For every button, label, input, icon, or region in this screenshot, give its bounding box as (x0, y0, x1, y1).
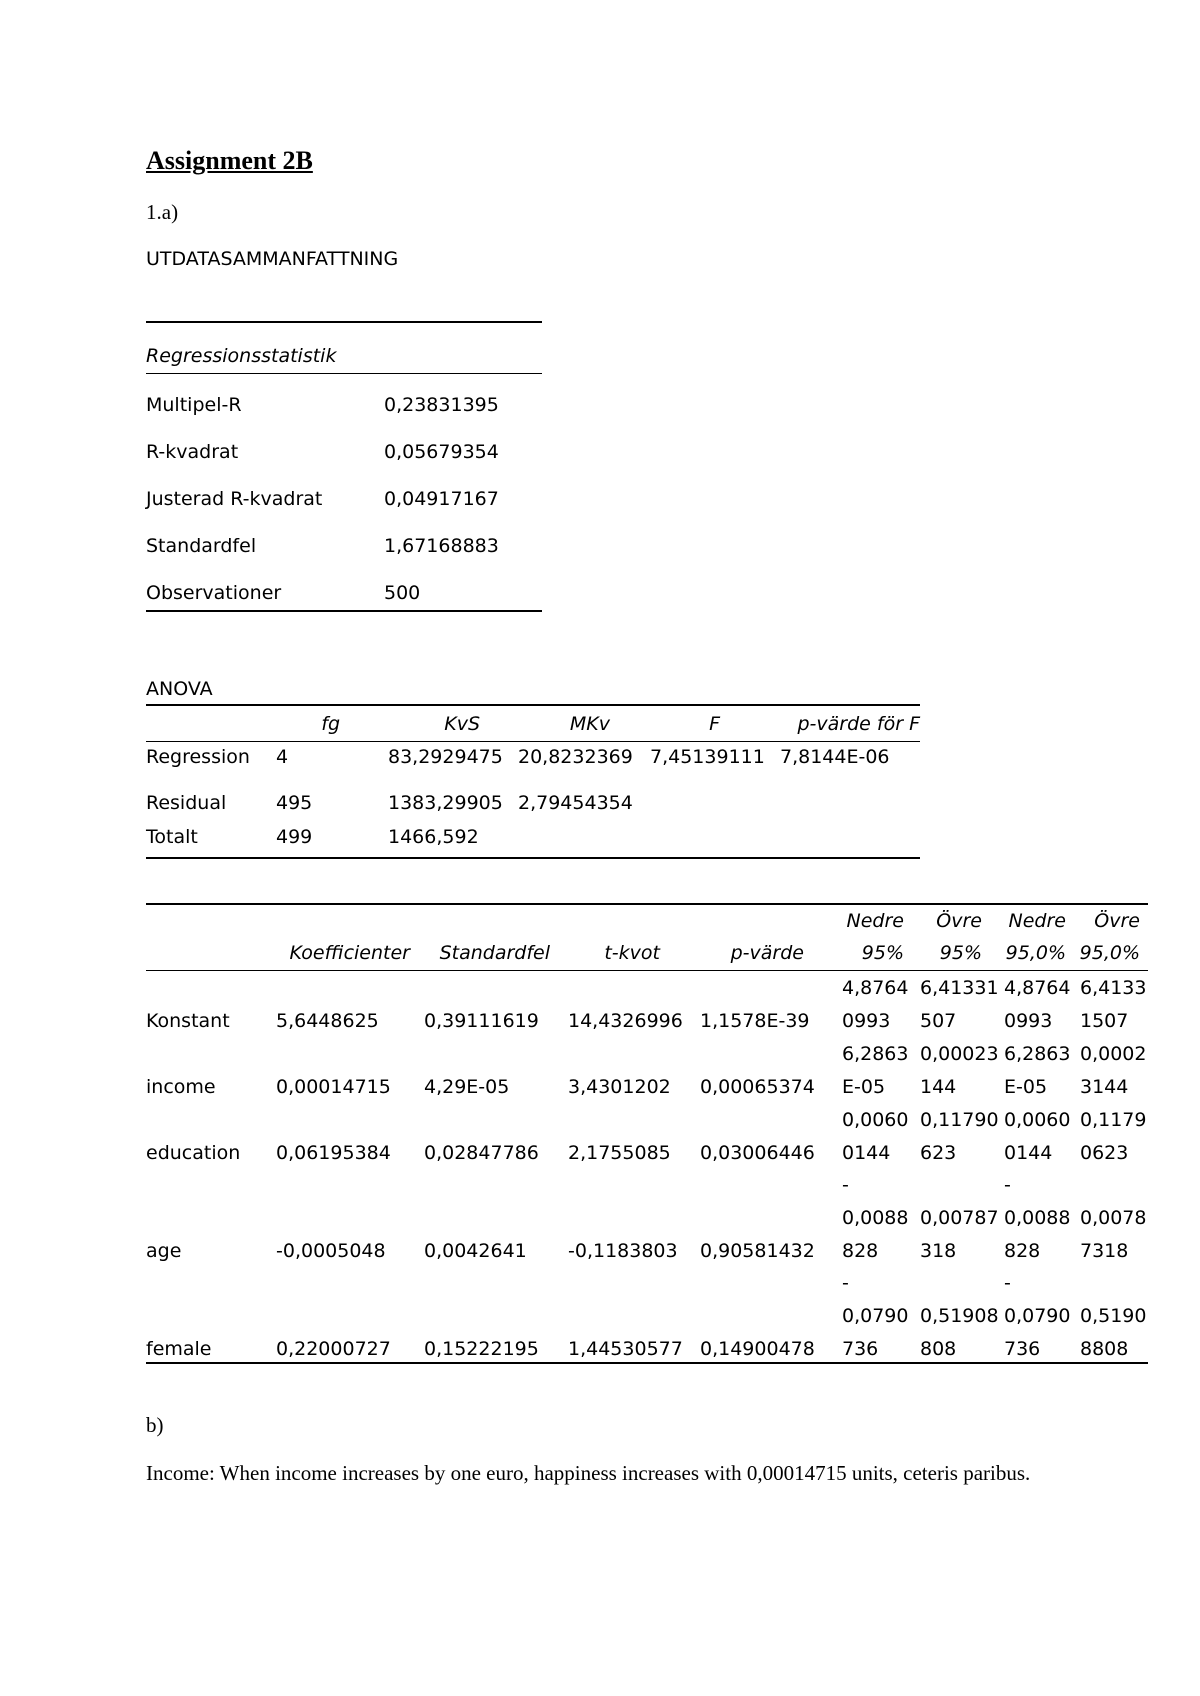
coef-interval-fragment: - (842, 1272, 849, 1294)
coef-header: 95,0% (1079, 942, 1140, 964)
coef-cell: 0,39111619 (424, 1010, 539, 1032)
coef-interval-fragment: 0,00023 (920, 1043, 999, 1065)
coef-cell: 1,44530577 (568, 1338, 683, 1360)
stat-label: Standardfel (146, 535, 257, 557)
rule (146, 1362, 1148, 1364)
stat-label: Multipel-R (146, 394, 242, 416)
anova-cell: 499 (276, 826, 313, 848)
coef-header: 95,0% (1005, 942, 1066, 964)
coef-header: Koefficienter (289, 942, 410, 964)
coef-interval-fragment: 3144 (1080, 1076, 1129, 1098)
coef-header: Standardfel (439, 942, 550, 964)
stat-value: 0,23831395 (384, 394, 499, 416)
part-b-label: b) (146, 1413, 164, 1437)
coef-interval-fragment: 736 (842, 1338, 879, 1360)
coef-interval-fragment: 0,0790 (842, 1305, 909, 1327)
coef-cell: 0,0042641 (424, 1240, 527, 1262)
coef-interval-fragment: 1507 (1080, 1010, 1129, 1032)
stat-value: 0,05679354 (384, 441, 499, 463)
coef-interval-fragment: 7318 (1080, 1240, 1129, 1262)
coef-cell: 2,1755085 (568, 1142, 671, 1164)
coef-header: Övre (1094, 910, 1140, 932)
coef-interval-fragment: E-05 (1004, 1076, 1048, 1098)
coef-cell: 0,06195384 (276, 1142, 391, 1164)
coef-interval-fragment: 6,2863 (842, 1043, 909, 1065)
anova-cell: 83,2929475 (388, 746, 503, 768)
coef-interval-fragment: 0,5190 (1080, 1305, 1147, 1327)
coef-interval-fragment: 828 (1004, 1240, 1041, 1262)
regression-statistics-header: Regressionsstatistik (146, 345, 337, 367)
coef-row-name: Konstant (146, 1010, 230, 1032)
coef-interval-fragment: 0,0790 (1004, 1305, 1071, 1327)
coef-interval-fragment: 144 (920, 1076, 957, 1098)
anova-cell: 20,8232369 (518, 746, 633, 768)
coef-interval-fragment: 0623 (1080, 1142, 1129, 1164)
coef-interval-fragment: 736 (1004, 1338, 1041, 1360)
rule (146, 903, 1148, 905)
anova-header: KvS (444, 713, 480, 735)
coef-header: 95% (939, 942, 982, 964)
coef-interval-fragment: 6,2863 (1004, 1043, 1071, 1065)
coef-interval-fragment: E-05 (842, 1076, 886, 1098)
coef-interval-fragment: 0,00787 (920, 1207, 999, 1229)
coef-interval-fragment: 0993 (842, 1010, 891, 1032)
coef-interval-fragment: 808 (920, 1338, 957, 1360)
coef-cell: 5,6448625 (276, 1010, 379, 1032)
coef-header: t-kvot (604, 942, 660, 964)
stat-value: 0,04917167 (384, 488, 499, 510)
coef-row-name: education (146, 1142, 241, 1164)
coef-cell: 0,15222195 (424, 1338, 539, 1360)
anova-header: p-värde för F (797, 713, 920, 735)
anova-cell: 2,79454354 (518, 792, 633, 814)
coef-row-name: female (146, 1338, 212, 1360)
coef-interval-fragment: 623 (920, 1142, 957, 1164)
summary-title: UTDATASAMMANFATTNING (146, 248, 399, 270)
coef-interval-fragment: 828 (842, 1240, 879, 1262)
coef-cell: 3,4301202 (568, 1076, 671, 1098)
coef-interval-fragment: 0,0060 (1004, 1109, 1071, 1131)
rule (146, 704, 920, 706)
coef-interval-fragment: 0,0088 (1004, 1207, 1071, 1229)
anova-row-name: Residual (146, 792, 227, 814)
coef-interval-fragment: 0,51908 (920, 1305, 999, 1327)
coef-cell: 14,4326996 (568, 1010, 683, 1032)
coef-interval-fragment: 0,0002 (1080, 1043, 1147, 1065)
anova-label: ANOVA (146, 678, 213, 700)
coef-interval-fragment: 507 (920, 1010, 957, 1032)
coef-cell: 0,90581432 (700, 1240, 815, 1262)
coef-interval-fragment: 0,0078 (1080, 1207, 1147, 1229)
rule (146, 741, 920, 742)
anova-header: F (709, 713, 720, 735)
stat-value: 1,67168883 (384, 535, 499, 557)
coef-interval-fragment: 0993 (1004, 1010, 1053, 1032)
coef-interval-fragment: - (1004, 1272, 1011, 1294)
coef-header: p-värde (730, 942, 804, 964)
anova-cell: 1383,29905 (388, 792, 503, 814)
coef-interval-fragment: 8808 (1080, 1338, 1129, 1360)
stat-label: R-kvadrat (146, 441, 239, 463)
anova-row-name: Regression (146, 746, 250, 768)
coef-interval-fragment: - (842, 1174, 849, 1196)
part-b-text: Income: When income increases by one euro, happiness increases with 0,00014715 units, ceteris paribus. (146, 1461, 1031, 1485)
coef-interval-fragment: 0,0088 (842, 1207, 909, 1229)
coef-cell: 4,29E-05 (424, 1076, 510, 1098)
coef-interval-fragment: - (1004, 1174, 1011, 1196)
coef-cell: -0,0005048 (276, 1240, 386, 1262)
coef-interval-fragment: 318 (920, 1240, 957, 1262)
coef-interval-fragment: 6,41331 (920, 977, 999, 999)
coef-cell: 0,02847786 (424, 1142, 539, 1164)
coef-interval-fragment: 4,8764 (842, 977, 909, 999)
coef-cell: 0,00065374 (700, 1076, 815, 1098)
coef-interval-fragment: 0144 (842, 1142, 891, 1164)
coef-interval-fragment: 6,4133 (1080, 977, 1147, 999)
anova-header: fg (321, 713, 340, 735)
rule (146, 970, 1148, 971)
coef-header: Nedre (846, 910, 904, 932)
coef-row-name: income (146, 1076, 216, 1098)
coef-interval-fragment: 0,11790 (920, 1109, 999, 1131)
rule (146, 373, 542, 374)
question-label: 1.a) (146, 200, 179, 224)
coef-interval-fragment: 4,8764 (1004, 977, 1071, 999)
anova-header: MKv (569, 713, 610, 735)
anova-cell: 495 (276, 792, 313, 814)
coef-cell: 0,22000727 (276, 1338, 391, 1360)
coef-interval-fragment: 0,0060 (842, 1109, 909, 1131)
coef-header: Övre (936, 910, 982, 932)
assignment-title: Assignment 2B (146, 146, 313, 175)
coef-interval-fragment: 0144 (1004, 1142, 1053, 1164)
coef-header: Nedre (1008, 910, 1066, 932)
coef-cell: -0,1183803 (568, 1240, 678, 1262)
anova-cell: 4 (276, 746, 289, 768)
stat-value: 500 (384, 582, 421, 604)
coef-header: 95% (861, 942, 904, 964)
rule (146, 321, 542, 323)
coef-row-name: age (146, 1240, 182, 1262)
coef-cell: 0,14900478 (700, 1338, 815, 1360)
coef-cell: 0,03006446 (700, 1142, 815, 1164)
rule (146, 857, 920, 859)
anova-cell: 1466,592 (388, 826, 479, 848)
coef-interval-fragment: 0,1179 (1080, 1109, 1147, 1131)
coef-cell: 0,00014715 (276, 1076, 391, 1098)
stat-label: Observationer (146, 582, 282, 604)
rule (146, 610, 542, 612)
anova-cell: 7,45139111 (650, 746, 765, 768)
anova-cell: 7,8144E-06 (780, 746, 890, 768)
coef-cell: 1,1578E-39 (700, 1010, 810, 1032)
anova-row-name: Totalt (146, 826, 198, 848)
stat-label: Justerad R-kvadrat (146, 488, 323, 510)
